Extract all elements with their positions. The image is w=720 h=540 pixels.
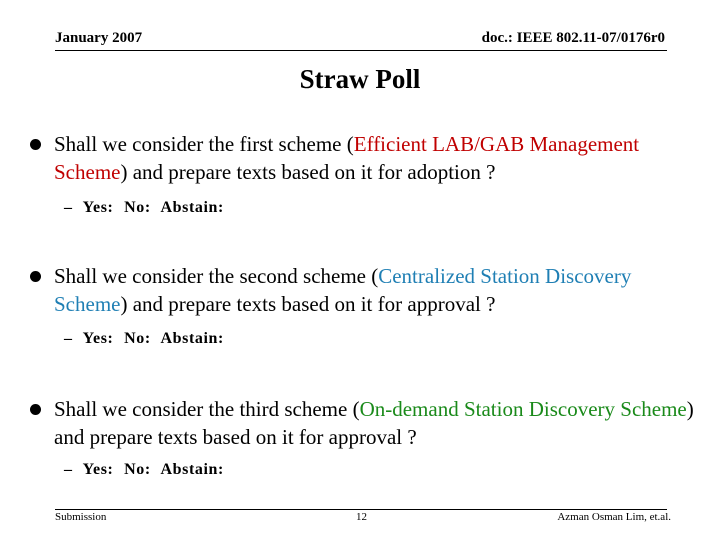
vote-yes-label: Yes: xyxy=(82,330,114,347)
slide-title: Straw Poll xyxy=(299,64,421,94)
vote-abstain-label: Abstain: xyxy=(160,199,224,216)
vote-abstain-label: Abstain: xyxy=(160,330,224,347)
bullet-text-post: ) and prepare texts based on it for approval ? xyxy=(54,397,694,449)
bullet-dot-icon xyxy=(30,139,41,150)
bullet-item-1 xyxy=(30,130,710,186)
bullet-item-3 xyxy=(30,395,710,451)
bullet-text-post: ) and prepare texts based on it for approval ? xyxy=(120,292,496,316)
footer-author: Azman Osman Lim, et.al. xyxy=(557,511,671,523)
vote-yes-label: Yes: xyxy=(82,199,114,216)
header-doc-id: doc.: IEEE 802.11-07/0176r0 xyxy=(481,30,665,46)
bullet-text-pre: Shall we consider the third scheme ( xyxy=(54,397,360,421)
vote-no-label: No: xyxy=(124,199,151,216)
bullet-text-pre: Shall we consider the second scheme ( xyxy=(54,264,379,288)
vote-line-3 xyxy=(64,461,230,479)
footer-divider xyxy=(55,509,667,510)
bullet-text xyxy=(54,262,710,318)
scheme-name-highlight: Centralized Station Discovery Scheme xyxy=(54,264,632,316)
bullet-dot-icon xyxy=(30,404,41,415)
scheme-name-highlight: On-demand Station Discovery Scheme xyxy=(359,397,687,421)
vote-dash: – xyxy=(64,330,73,347)
bullet-text-pre: Shall we consider the first scheme ( xyxy=(54,132,354,156)
vote-dash: – xyxy=(64,199,73,216)
bullet-dot-icon xyxy=(30,271,41,282)
footer-page-number: 12 xyxy=(356,511,367,523)
vote-abstain-label: Abstain: xyxy=(160,461,224,478)
bullet-text-post: ) and prepare texts based on it for adoption ? xyxy=(120,160,496,184)
header-divider xyxy=(55,50,667,51)
vote-dash: – xyxy=(64,461,73,478)
vote-line-1 xyxy=(64,199,230,217)
vote-yes-label: Yes: xyxy=(82,461,114,478)
vote-line-2 xyxy=(64,330,230,348)
vote-no-label: No: xyxy=(124,461,151,478)
vote-no-label: No: xyxy=(124,330,151,347)
header-date: January 2007 xyxy=(55,30,143,46)
scheme-name-highlight: Efficient LAB/GAB Management Scheme xyxy=(54,132,640,184)
bullet-text xyxy=(54,395,710,451)
bullet-item-2 xyxy=(30,262,710,318)
bullet-text xyxy=(54,130,710,186)
footer-submission: Submission xyxy=(55,511,107,523)
